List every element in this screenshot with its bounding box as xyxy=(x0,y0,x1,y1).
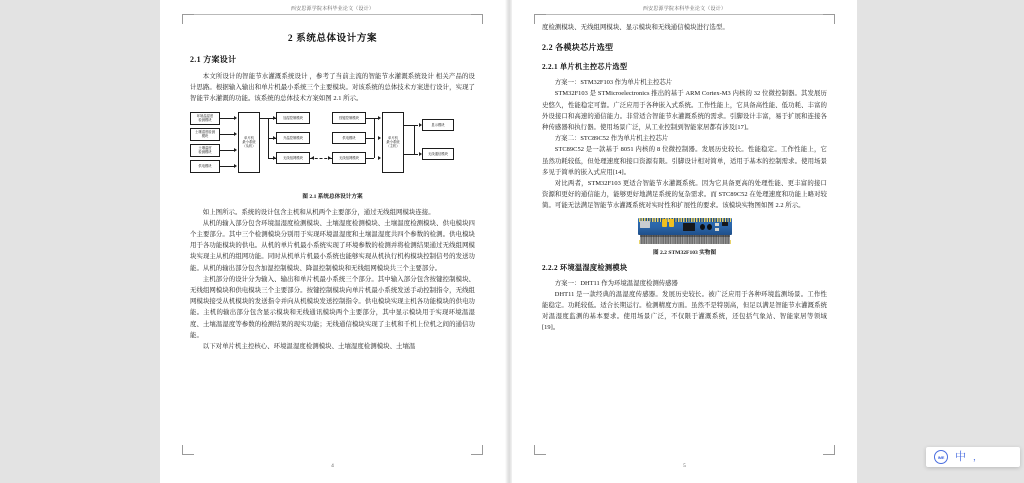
header-rule-left xyxy=(190,14,475,15)
paragraph: 本文所设计的智能节水灌溉系统设计 ，参考了当前主流的智能节水灌溉系统设计 相关产品的设计思路。根据输入输出和单片机最小系统三个主要模块。对该系统的总体技术方案进行设计，实现了智能节水灌溉的功能。该系统的总体技术方案如图 2.1 所示。 xyxy=(190,73,475,103)
figure-caption-2-2: 图 2.2 STM32F103 实物图 xyxy=(652,249,717,256)
diagram-box-wireless-host: 无线组网模块 xyxy=(332,152,366,164)
diagram-arrow xyxy=(234,116,237,120)
diagram-box-comm: 无线通信模块 xyxy=(422,148,454,160)
diagram-arrow xyxy=(273,136,276,140)
diagram-arrow xyxy=(378,116,381,120)
diagram-line xyxy=(366,118,378,119)
plan-label-1: 方案一：STM32F103 作为单片机主控芯片 xyxy=(554,79,673,87)
diagram-arrow xyxy=(234,132,237,136)
figure-caption-2-1: 图 2.1 系统总体设计方案 xyxy=(302,193,363,200)
paragraph: STC89C52 是一款基于 8051 内核的 8 位微控制器。发展历史较长。性能稳定。工作性能上，它虽然功耗较低，但处理速度和接口资源有限。引脚设计相对简单，适用于基本的控制需求。使用场景多见于简单的嵌入式应用[14]。 xyxy=(542,146,827,176)
diagram-arrow xyxy=(378,136,381,140)
chapter-heading: 2 系统总体设计方案 xyxy=(287,34,378,44)
pin-header-row xyxy=(640,235,730,244)
diagram-arrow xyxy=(234,148,237,152)
diagram-arrow xyxy=(419,152,422,156)
diagram-box-env-th: 环境温湿度 检测模块 xyxy=(190,112,220,125)
ime-toolbar[interactable] xyxy=(926,447,1020,467)
paragraph: 从机的输入部分包含环境温湿度检测模块、土壤湿度检测模块、土壤温度检测模块、供电模块四个主要部分。其中三个检测模块分别用于实现环境温湿度和土壤温湿度共四个参数的检测。供电模块用于各功能模块的供电。从机的单片机最小系统实现了环境参数的检测并将检测结果通过无线组网模块实现主从机的组网功能。同时从机单片机最小系统也能够实现从机执行机构模块控制信号的发送功能。从机的输出部分包含加湿控制模块、降温控制模块和无线组网模块共三个主要部分。 xyxy=(190,219,475,272)
regulator-chip xyxy=(722,222,728,226)
section-heading-2-2-2: 2.2.2 环境温湿度检测模块 xyxy=(542,263,628,272)
diagram-line xyxy=(366,138,374,139)
document-page-left[interactable] xyxy=(160,0,505,483)
diagram-line xyxy=(366,158,374,159)
diagram-box-mcu-host: 单片机 最小系统 （主机） xyxy=(382,112,404,173)
diagram-box-wireless-slave: 无线组网模块 xyxy=(276,152,310,164)
section-heading-2-2: 2.2 各模块芯片选型 xyxy=(542,43,614,53)
diagram-arrow xyxy=(273,156,276,160)
jumper-yellow-2 xyxy=(669,219,674,227)
ime-logo-icon[interactable]: IME xyxy=(934,450,948,464)
page-content-right xyxy=(542,22,827,453)
paragraph-continuation: 度检测模块、无线组网模块、显示模块和无线通信模块进行选型。 xyxy=(542,24,729,31)
mcu-chip xyxy=(683,223,695,231)
diagram-box-soil-temp: 土壤温度 检测模块 xyxy=(190,144,220,157)
figure-image-wrapper xyxy=(542,218,827,244)
document-page-right[interactable] xyxy=(512,0,857,483)
diagram-line xyxy=(220,134,234,135)
paragraph: DHT11 是一款经典的温湿度传感器。发展历史较长。被广泛应用于各种环境监测场景。工作性能稳定。功耗较低。适合长期运行。检测精度方面。虽然不是特别高，但足以满足智能节水灌溉系统对温湿度监测的基本要求。使用场景广泛，不仅限于灌溉系统，还包括气象站、智能家居等领域[19]。 xyxy=(542,290,827,332)
page-number-right: 5 xyxy=(683,463,686,469)
diagram-arrow xyxy=(311,156,314,160)
paragraph: 如上图所示。系统的设计包含主机和从机两个主要部分，通过无线组网模块连接。 xyxy=(202,208,435,216)
diagram-arrow xyxy=(378,156,381,160)
diagram-box-mcu-slave: 单片机 最小系统 （从机） xyxy=(238,112,260,173)
system-block-diagram xyxy=(190,110,475,188)
jumper-yellow-1 xyxy=(662,219,667,227)
diagram-line xyxy=(404,125,418,126)
ime-punctuation-mode-button[interactable]: ， xyxy=(973,452,983,462)
paragraph: STM32F103 是 STMicroelectronics 推出的基于 ARM Cortex-M3 内核的 32 位微控制器。其发展历史悠久，性能稳定可靠。广泛应用于各种嵌入式系统。工作性能上，它具备高性能、低功耗、丰富的外设接口和高速的通信能力。非常适合智能节水灌溉系统的需求。引脚设计丰富，易于扩展和连接各种传感器和执行器。使用场景广泛，从工业控制到智能家居都有涉及[17]。 xyxy=(542,90,827,132)
capacitor-2 xyxy=(707,224,712,230)
section-heading-2-1: 2.1 方案设计 xyxy=(190,55,237,64)
diagram-arrow xyxy=(328,156,331,160)
capacitor-1 xyxy=(700,224,705,230)
header-rule-right xyxy=(542,14,827,15)
page-number-left: 4 xyxy=(331,463,334,469)
diagram-arrow xyxy=(234,164,237,168)
ime-language-mode-button[interactable]: 中 xyxy=(955,450,966,463)
diagram-box-display: 显示模块 xyxy=(422,119,454,131)
diagram-line xyxy=(374,118,375,158)
diagram-box-power-slave: 供电模块 xyxy=(190,160,220,173)
paragraph: 主机部分的设计分为输入、输出和单片机最小系统三个部分。其中输入部分包含按键控制模块、无线组网模块和供电模块三个主要部分。按键控制模块向单片机最小系统发送手动控制指令，无线组网模块接受从机模块的发送指令并向从机模块发送控制指令。供电模块实现主机各功能模块的供电功能。主机的输出部分包含显示模块和无线通讯模块两个主要部分，其中显示模块用于实现环境温湿度、土壤温湿度等参数的检测结果的现实功能；无线通信模块实现了主机和千机上位机之间的通信功能。 xyxy=(190,275,475,339)
page-separator xyxy=(505,0,512,483)
diagram-arrow xyxy=(419,123,422,127)
paragraph: 以下对单片机主控核心、环境温湿度检测模块、土壤湿度检测模块、土壤温 xyxy=(202,343,416,351)
diagram-line xyxy=(404,154,418,155)
diagram-line xyxy=(220,118,234,119)
diagram-line xyxy=(220,166,234,167)
smd-part-2 xyxy=(715,228,719,231)
running-header-right: 西安思源学院本科毕业论文（设计） xyxy=(642,7,727,12)
section-heading-2-2-1: 2.2.1 单片机主控芯片选型 xyxy=(542,63,628,72)
usb-connector-icon xyxy=(640,221,650,228)
stm32-board-photo xyxy=(638,218,732,244)
smd-part-1 xyxy=(715,223,719,226)
diagram-box-key-ctl: 按键控制模块 xyxy=(332,112,366,124)
page-content-left xyxy=(190,22,475,453)
diagram-line xyxy=(220,150,234,151)
plan-label-2: 方案二：STC89C52 作为单片机主控芯片 xyxy=(554,135,669,143)
paragraph: 对比两者，STM32F103 更适合智能节水灌溉系统。因为它具备更高的处理性能、更丰富的接口资源和更好的通信能力，能够更好地满足系统的复杂需求。而 STC89C52 在处理速度和功能上略对较简。可能无法满足智能节水灌溉系统对实时性和扩展性的要求。该模块实物图如图 2.2 所示。 xyxy=(542,180,827,210)
diagram-line xyxy=(414,125,415,154)
diagram-box-soil-hum: 土壤湿度检测 模块 xyxy=(190,128,220,141)
pcb-header-top xyxy=(639,218,731,222)
plan-label-3: 方案一：DHT11 作为环境温湿度检测传感器 xyxy=(554,279,678,287)
diagram-box-power-host: 供电模块 xyxy=(332,132,366,144)
diagram-box-humid-ctl: 加湿控制模块 xyxy=(276,112,310,124)
diagram-box-cool-ctl: 升温控制模块 xyxy=(276,132,310,144)
diagram-arrow xyxy=(273,116,276,120)
running-header-left: 西安思源学院本科毕业论文（设计） xyxy=(290,7,375,12)
